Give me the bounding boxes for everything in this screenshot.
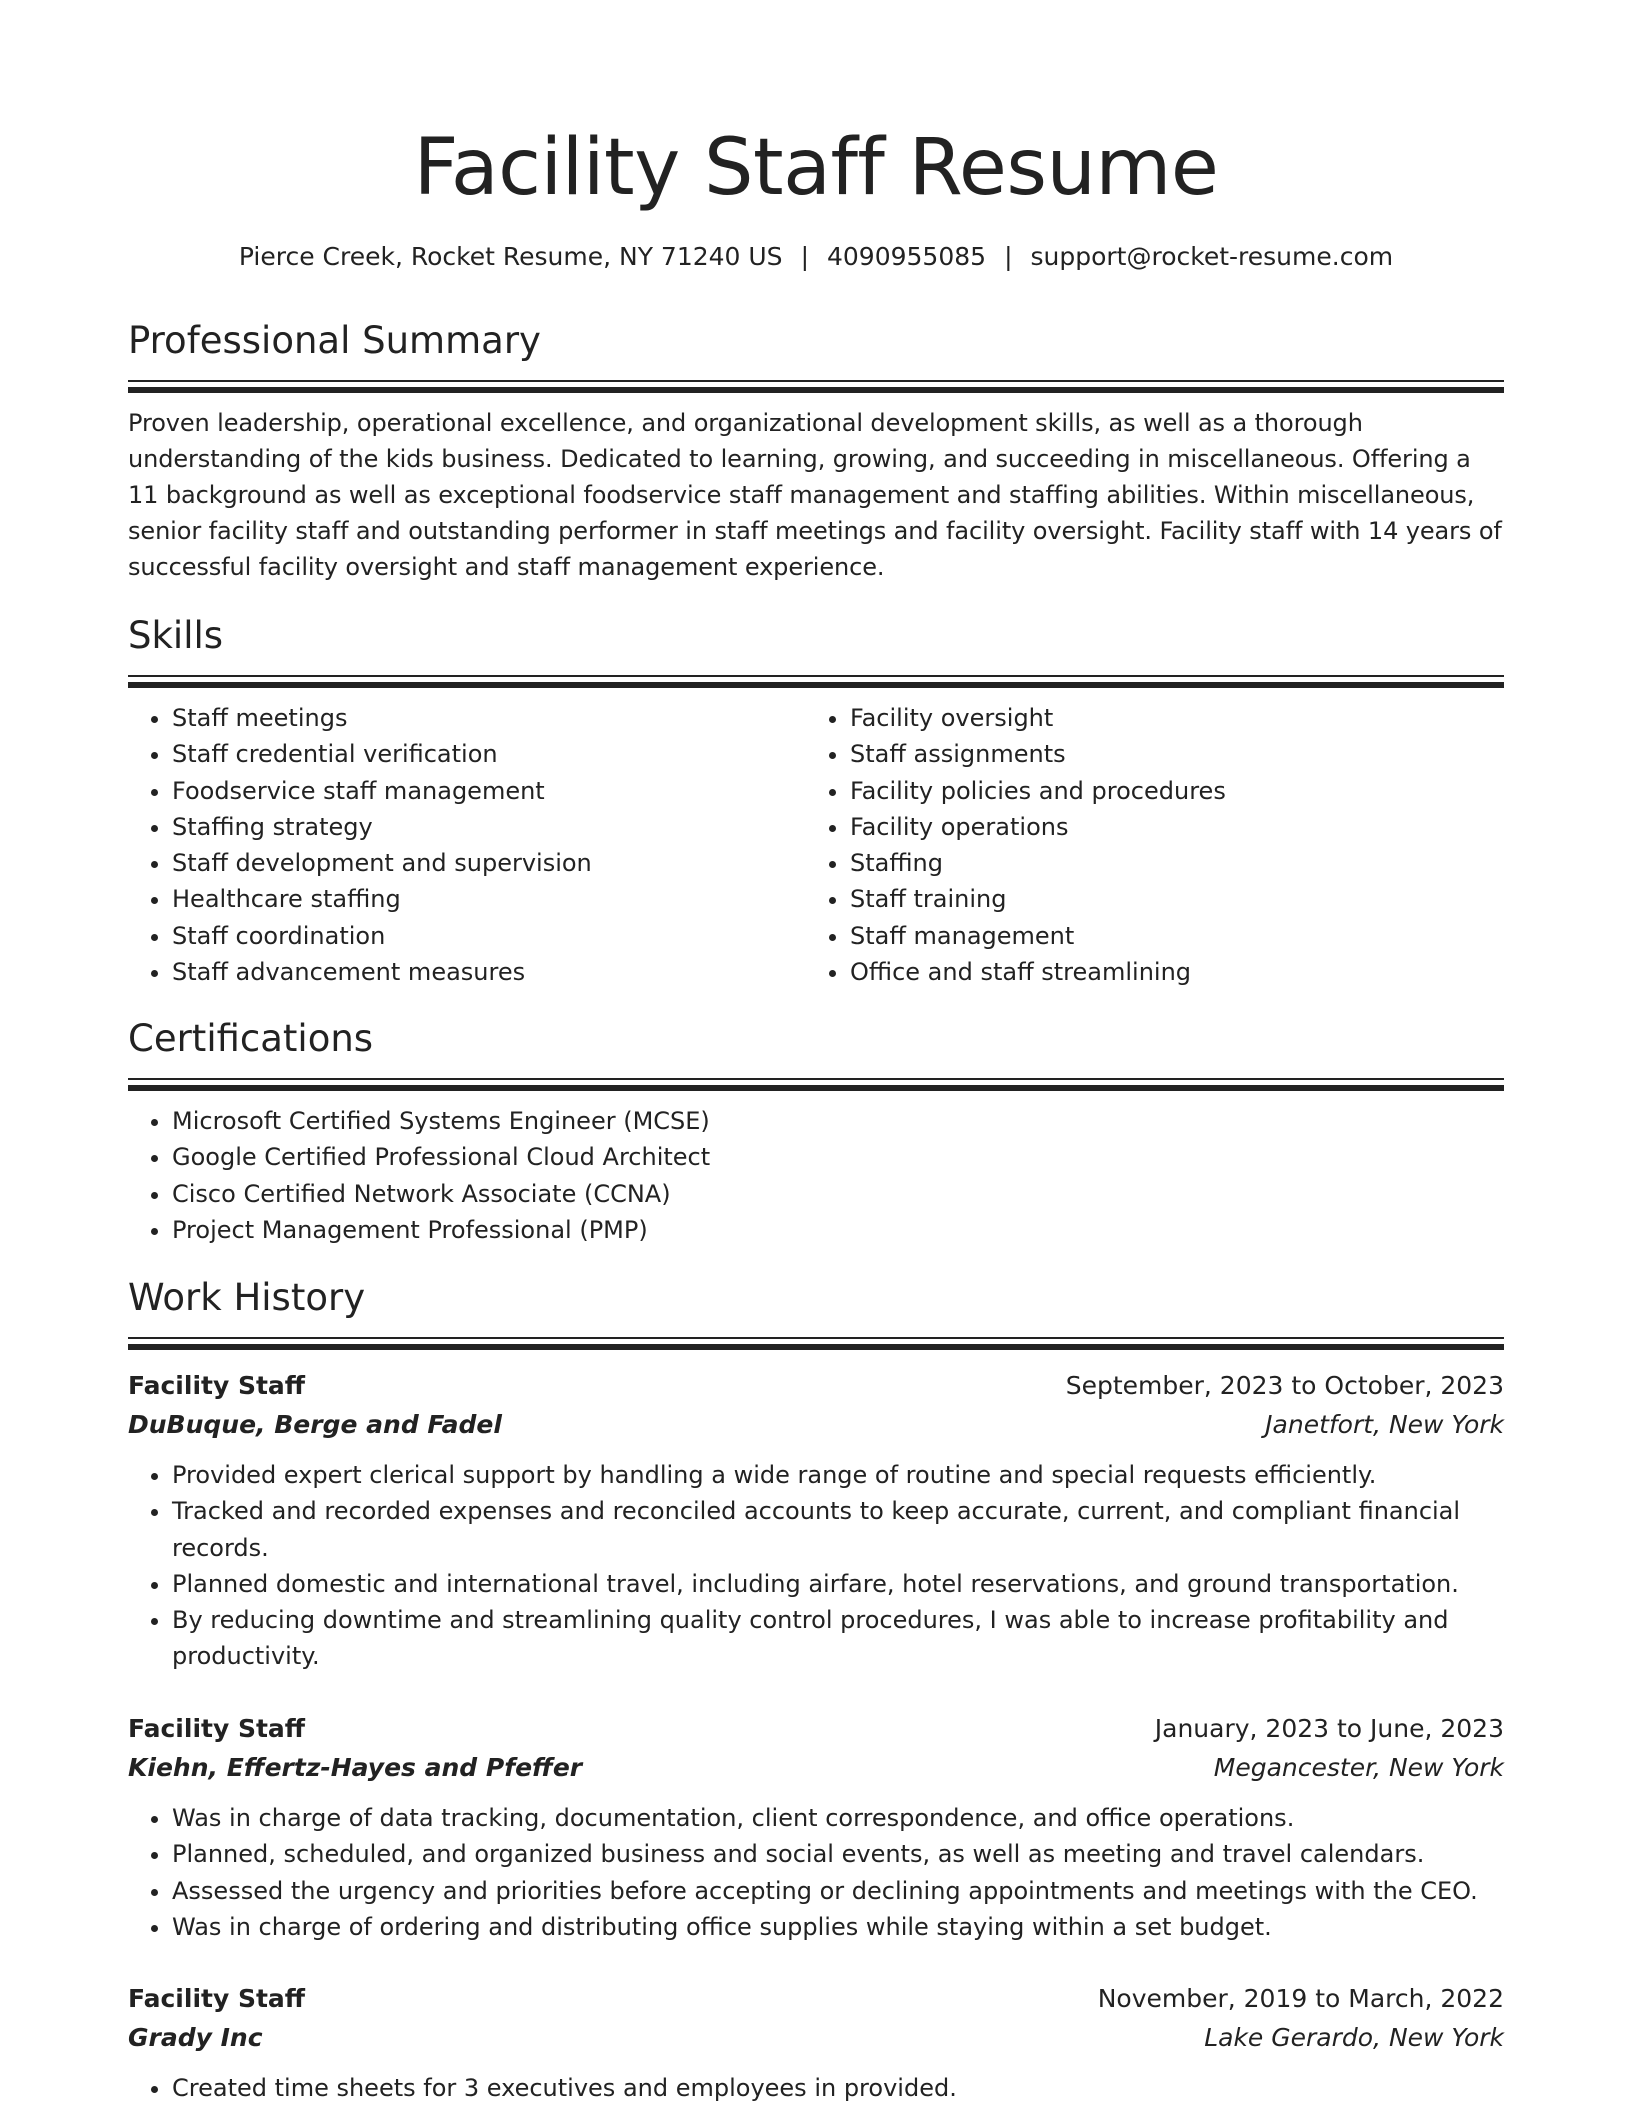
skill-item: • Facility policies and procedures	[850, 773, 1484, 809]
contact-separator: |	[1004, 242, 1013, 271]
certifications-heading: Certifications	[128, 1017, 374, 1060]
work-history-heading: Work History	[128, 1276, 366, 1319]
job-dates: January, 2023 to June, 2023	[1154, 1714, 1504, 1743]
job-bullet: • Assessed the urgency and priorities before accepting or declining appointments and meetings with the CEO.	[172, 1873, 1504, 1909]
section-divider	[128, 1078, 1504, 1080]
contact-line	[128, 238, 1504, 276]
skill-item: • Facility oversight	[850, 700, 1484, 736]
certifications-section	[128, 1014, 1504, 1248]
section-divider-thick	[128, 1344, 1504, 1350]
job-subheader	[128, 1748, 1504, 1787]
summary-section	[128, 316, 1504, 585]
job-bullet: • Planned, scheduled, and organized business and social events, as well as meeting and travel calendars.	[172, 1836, 1504, 1872]
certification-item: • Google Certified Professional Cloud Architect	[172, 1139, 1504, 1175]
contact-email: support@rocket-resume.com	[1030, 242, 1394, 271]
job-company: Grady Inc	[128, 2023, 263, 2052]
job-title: Facility Staff	[128, 1371, 306, 1400]
skill-item: • Staffing	[850, 845, 1484, 881]
skill-item: • Facility operations	[850, 809, 1484, 845]
job-entry	[128, 1366, 1504, 1675]
job-bullet: • Created time sheets for 3 executives and employees in provided.	[172, 2070, 1504, 2106]
skill-item: • Staff assignments	[850, 736, 1484, 772]
job-bullet: • Was in charge of ordering and distributing office supplies while staying within a set budget.	[172, 1909, 1504, 1945]
section-divider	[128, 1337, 1504, 1339]
job-entry	[128, 1709, 1504, 1945]
job-dates: November, 2019 to March, 2022	[1097, 1984, 1504, 2013]
skills-section	[128, 611, 1504, 990]
job-bullet: • Planned domestic and international travel, including airfare, hotel reservations, and ground transportation.	[172, 1566, 1504, 1602]
job-company: Kiehn, Effertz-Hayes and Pfeffer	[128, 1753, 583, 1782]
section-divider	[128, 675, 1504, 677]
section-divider-thick	[128, 387, 1504, 393]
skills-column-right	[806, 688, 1484, 990]
certification-item: • Project Management Professional (PMP)	[172, 1212, 1504, 1248]
job-dates: September, 2023 to October, 2023	[1065, 1371, 1504, 1400]
contact-phone: 4090955085	[827, 242, 987, 271]
job-subheader	[128, 1405, 1504, 1444]
job-subheader	[128, 2018, 1504, 2057]
job-company: DuBuque, Berge and Fadel	[128, 1410, 502, 1439]
job-location: Janetfort, New York	[1265, 1410, 1504, 1439]
job-header	[128, 1366, 1504, 1405]
skill-item: • Foodservice staff management	[172, 773, 806, 809]
skill-item: • Healthcare staffing	[172, 881, 806, 917]
job-location: Megancester, New York	[1213, 1753, 1504, 1782]
skills-columns	[128, 688, 1504, 990]
skill-item: • Staffing strategy	[172, 809, 806, 845]
skill-item: • Staff management	[850, 918, 1484, 954]
skills-heading: Skills	[128, 614, 224, 657]
skill-item: • Staff meetings	[172, 700, 806, 736]
job-location: Lake Gerardo, New York	[1204, 2023, 1504, 2052]
skill-item: • Staff credential verification	[172, 736, 806, 772]
job-bullet: • Provided expert clerical support by handling a wide range of routine and special requests efficiently.	[172, 1457, 1504, 1493]
summary-text: Proven leadership, operational excellence, and organizational development skills, as well as a thorough understanding of the kids business. Dedicated to learning, growing, and succeeding in miscellaneous. Offering a 11 background as well as exceptional foodservice staff management and staffing abilities. Within miscellaneous, senior facility staff and outstanding performer in staff meetings and facility oversight. Facility staff with 14 years of successful facility oversight and staff management experience.	[128, 409, 1502, 581]
skill-item: • Staff development and supervision	[172, 845, 806, 881]
job-entry	[128, 1979, 1504, 2106]
job-title: Facility Staff	[128, 1714, 306, 1743]
section-divider-thick	[128, 1085, 1504, 1091]
job-bullet: • By reducing downtime and streamlining quality control procedures, I was able to increase profitability and productivity.	[172, 1602, 1504, 1675]
job-header	[128, 1709, 1504, 1748]
contact-address: Pierce Creek, Rocket Resume, NY 71240 US	[238, 242, 783, 271]
certification-item: • Microsoft Certified Systems Engineer (MCSE)	[172, 1103, 1504, 1139]
certification-item: • Cisco Certified Network Associate (CCNA)	[172, 1176, 1504, 1212]
work-history-section	[128, 1273, 1504, 1350]
section-divider	[128, 380, 1504, 382]
skill-item: • Staff advancement measures	[172, 954, 806, 990]
skill-item: • Staff coordination	[172, 918, 806, 954]
job-bullet: • Tracked and recorded expenses and reconciled accounts to keep accurate, current, and compliant financial records.	[172, 1493, 1504, 1566]
skill-item: • Staff training	[850, 881, 1484, 917]
skill-item: • Office and staff streamlining	[850, 954, 1484, 990]
contact-separator: |	[800, 242, 809, 271]
job-bullet: • Was in charge of data tracking, documentation, client correspondence, and office operations.	[172, 1800, 1504, 1836]
job-header	[128, 1979, 1504, 2018]
resume-title: Facility Staff Resume	[413, 123, 1219, 213]
skills-column-left	[128, 688, 806, 990]
job-title: Facility Staff	[128, 1984, 306, 2013]
summary-heading: Professional Summary	[128, 319, 541, 362]
